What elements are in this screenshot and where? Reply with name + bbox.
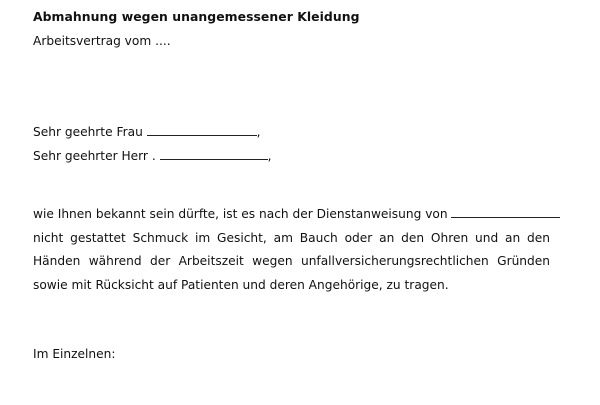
details-heading: Im Einzelnen: [33, 347, 116, 361]
salutation-herr-comma: , [267, 149, 272, 163]
paragraph-line-4: sowie mit Rücksicht auf Patienten und deren Angehörige, zu tragen. [33, 277, 449, 292]
salutation-herr-text: Sehr geehrter Herr . [33, 149, 160, 163]
salutation-herr [33, 148, 271, 164]
paragraph-line-3: Händen während der Arbeitszeit wegen unfallversicherungsrechtlichen Gründen [33, 254, 550, 268]
salutation-frau [33, 124, 261, 140]
paragraph-line-1 [33, 206, 550, 230]
contract-reference: Arbeitsvertrag vom .... [33, 34, 171, 48]
paragraph-line-2: nicht gestattet Schmuck im Gesicht, am Bauch oder an den Ohren und an den [33, 230, 550, 245]
document-title: Abmahnung wegen unangemessener Kleidung [33, 9, 360, 24]
name-blank-frau [147, 124, 257, 136]
body-paragraph [33, 206, 550, 300]
paragraph-line-1-text: wie Ihnen bekannt sein dürfte, ist es nach der Dienstanweisung von [33, 207, 452, 221]
name-blank-herr [160, 148, 268, 160]
salutation-frau-text: Sehr geehrte Frau [33, 125, 147, 139]
salutation-frau-comma: , [256, 125, 261, 139]
instruction-source-blank [451, 206, 560, 218]
